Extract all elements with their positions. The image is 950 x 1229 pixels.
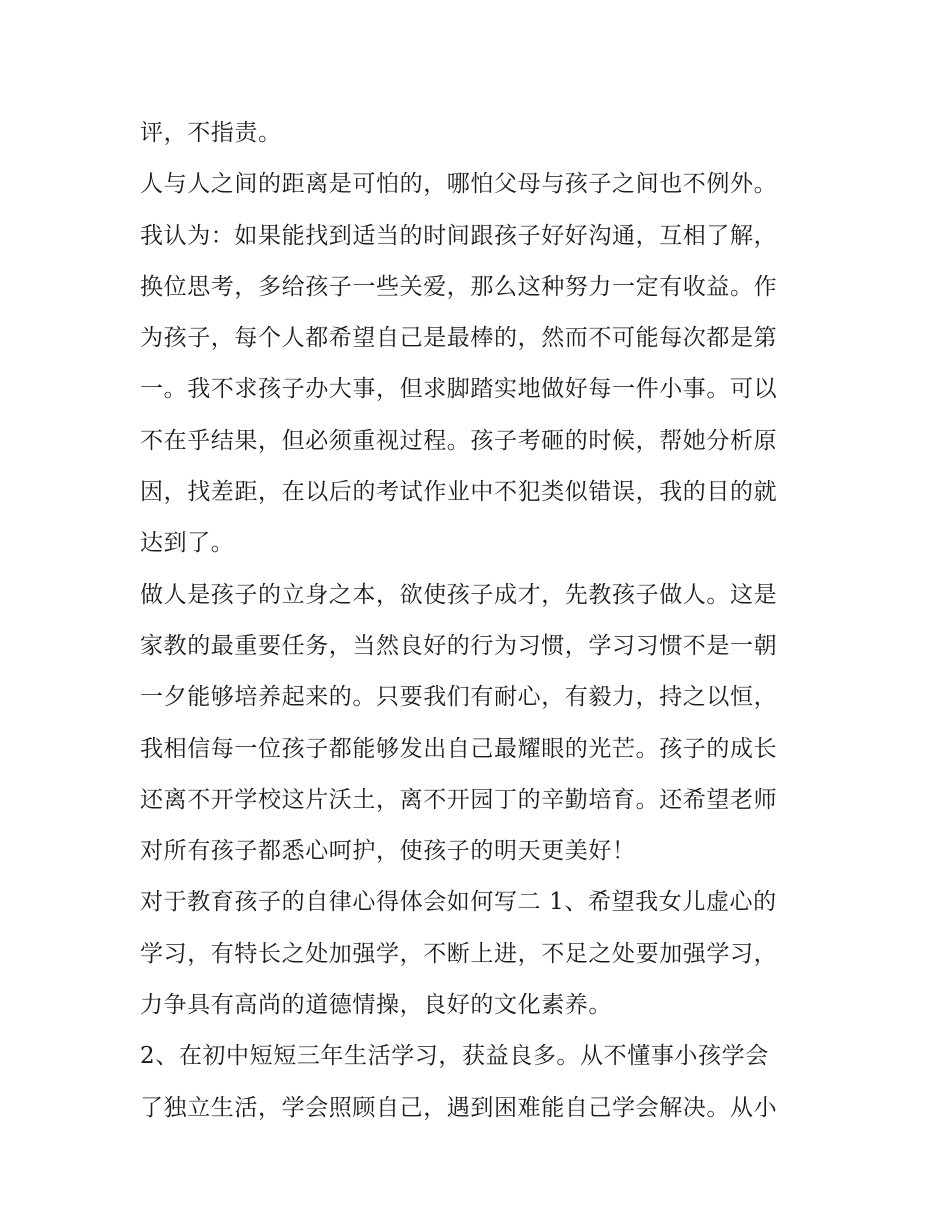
text-line: 为孩子，每个人都希望自己是最棒的，然而不可能每次都是第 [140,325,778,352]
text-line: 对所有孩子都悉心呵护，使孩子的明天更美好！ [140,838,636,865]
text-line: 一。我不求孩子办大事，但求脚踏实地做好每一件小事。可以 [140,376,778,403]
text-line: 力争具有高尚的道德情操，良好的文化素养。 [140,992,612,1019]
text-line: 2、在初中短短三年生活学习，获益良多。从不懂事小孩学会 [140,1043,769,1070]
text-line: 我认为：如果能找到适当的时间跟孩子好好沟通，互相了解， [140,222,778,249]
text-line: 换位思考，多给孩子一些关爱，那么这种努力一定有收益。作 [140,273,778,300]
text-line: 人与人之间的距离是可怕的，哪怕父母与孩子之间也不例外。 [140,171,778,198]
text-line: 对于教育孩子的自律心得体会如何写二 1、希望我女儿虚心的 [140,889,777,916]
text-line: 达到了。 [140,530,235,557]
text-line: 了独立生活，学会照顾自己，遇到困难能自己学会解决。从小 [140,1094,778,1121]
text-line: 不在乎结果，但必须重视过程。孩子考砸的时候，帮她分析原 [140,427,778,454]
text-line: 我相信每一位孩子都能够发出自己最耀眼的光芒。孩子的成长 [140,735,778,762]
text-line: 一夕能够培养起来的。只要我们有耐心，有毅力，持之以恒， [140,684,778,711]
text-line: 因，找差距，在以后的考试作业中不犯类似错误，我的目的就 [140,479,778,506]
text-line: 做人是孩子的立身之本，欲使孩子成才，先教孩子做人。这是 [140,581,778,608]
text-line: 家教的最重要任务，当然良好的行为习惯，学习习惯不是一朝 [140,632,778,659]
document-body [140,108,812,1134]
text-line: 评，不指责。 [140,120,282,146]
text-line: 还离不开学校这片沃土，离不开园丁的辛勤培育。还希望老师 [140,786,778,813]
text-line: 学习，有特长之处加强学，不断上进，不足之处要加强学习， [140,940,778,967]
